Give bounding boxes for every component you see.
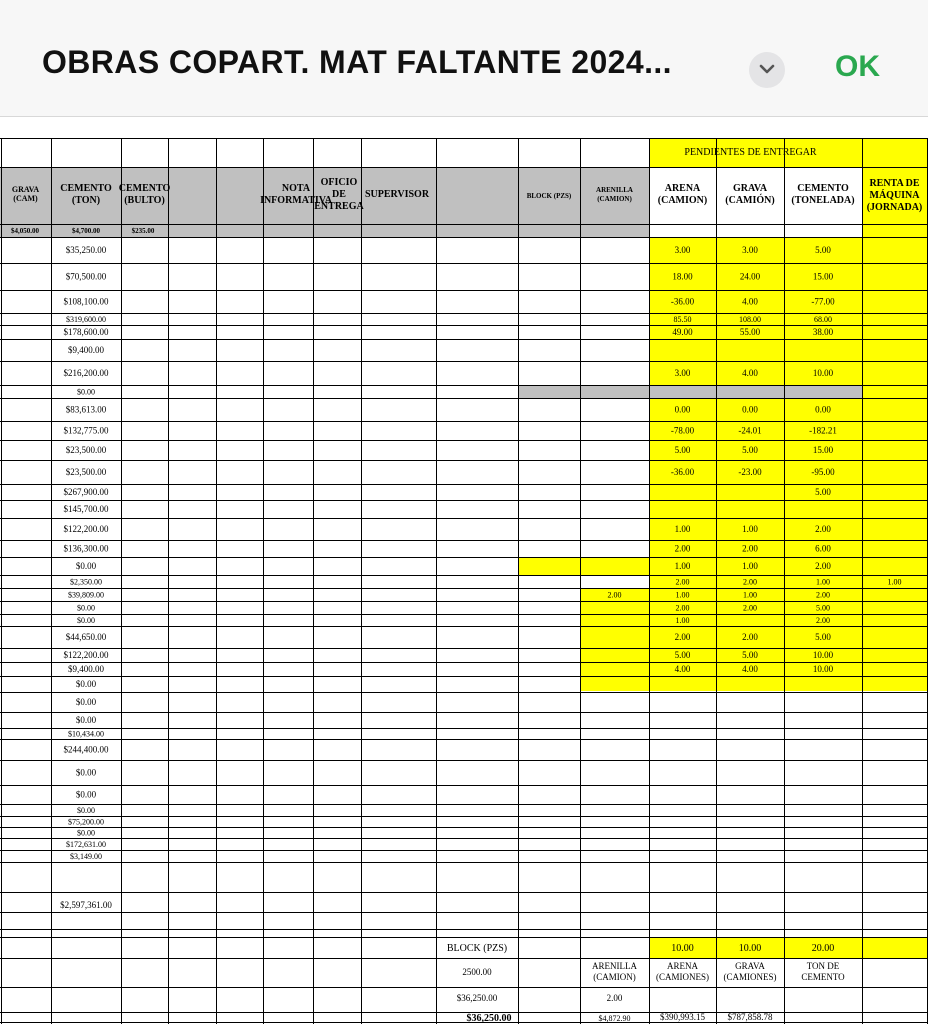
cemento-value: 2.00 [815, 524, 831, 534]
arena-value: 49.00 [672, 327, 693, 337]
column-header: CEMENTO (TON) [60, 183, 112, 206]
summary-value: $4,872.90 [598, 1014, 631, 1023]
grava-value: 4.00 [742, 296, 758, 307]
cemento-value: -77.00 [811, 296, 835, 307]
cemento-value: 5.00 [816, 603, 830, 613]
spreadsheet-grid [0, 126, 928, 1024]
row-gray-fill [649, 385, 862, 398]
arena-value: 1.00 [674, 524, 691, 534]
cemento-ton-value: $44,650.00 [65, 632, 107, 642]
pending-title: PENDIENTES DE ENTREGAR [684, 147, 817, 158]
column-header: ARENA (CAMION) [657, 183, 708, 206]
cemento-ton-value: $0.00 [77, 603, 95, 613]
cemento-ton-value: $0.00 [75, 715, 97, 725]
cemento-ton-value: $0.00 [77, 828, 95, 838]
cemento-ton-value: $70,500.00 [65, 271, 107, 282]
summary-value: $787,858.78 [727, 1012, 773, 1022]
cemento-ton-value: $39,809.00 [68, 590, 104, 600]
cemento-value: 10.00 [812, 664, 834, 674]
cemento-value: 10.00 [812, 368, 834, 378]
cemento-ton-value: $35,250.00 [65, 245, 107, 255]
cemento-ton-value: $0.00 [77, 387, 95, 397]
cemento-value: 1.00 [816, 577, 830, 587]
arena-value: 2.00 [674, 632, 691, 642]
cemento-value: 2.00 [815, 561, 831, 571]
summary-value: 2.00 [606, 993, 623, 1003]
summary-label: BLOCK (PZS) [446, 943, 508, 954]
cemento-value: 5.00 [815, 245, 831, 255]
arena-value: 1.00 [675, 616, 690, 625]
grava-value: 2.00 [743, 603, 757, 613]
summary-value: $36,250.00 [456, 993, 498, 1003]
grava-value: 2.00 [742, 543, 758, 554]
arena-value: 1.00 [674, 561, 691, 571]
cemento-value: -95.00 [811, 467, 835, 477]
cemento-ton-value: $75,200.00 [68, 817, 104, 827]
cemento-ton-value: $23,500.00 [65, 445, 107, 455]
arena-value: 2.00 [674, 543, 691, 554]
cemento-ton-value: $0.00 [75, 561, 97, 571]
grava-value: 4.00 [742, 368, 758, 378]
arena-value: 2.00 [675, 603, 690, 613]
cemento-ton-value: $122,200.00 [63, 650, 109, 660]
column-header: NOTA INFORMATIVA [260, 183, 332, 206]
arena-value: 2.00 [675, 577, 690, 587]
arena-value: -78.00 [670, 425, 695, 436]
cemento-ton-value: $132,775.00 [63, 425, 109, 436]
cemento-value: 5.00 [815, 632, 831, 642]
cemento-value: 10.00 [812, 650, 834, 660]
summary-label: ARENILLA (CAMION) [592, 961, 637, 982]
arena-value: 1.00 [675, 590, 690, 600]
grava-value: 0.00 [742, 404, 758, 415]
cemento-ton-value: $319,600.00 [66, 315, 106, 324]
cell-fills [0, 138, 928, 958]
cemento-ton-value: $0.00 [75, 679, 97, 689]
cemento-ton-value: $108,100.00 [63, 296, 109, 307]
grava-value: 5.00 [742, 445, 758, 455]
column-header: RENTA DE MÁQUINA (JORNADA) [866, 178, 923, 213]
grava-value: 1.00 [742, 524, 758, 534]
cemento-ton-value: $0.00 [77, 806, 95, 815]
cemento-value: -182.21 [809, 425, 837, 436]
ok-button[interactable]: OK [835, 50, 880, 83]
cemento-value: 15.00 [812, 271, 834, 282]
cemento-ton-value: $0.00 [75, 789, 97, 800]
arena-value: -36.00 [670, 296, 695, 307]
summary-highlight-fill [863, 938, 927, 958]
cemento-value: 2.00 [816, 616, 830, 625]
arena-value: 4.00 [674, 664, 691, 674]
cemento-value: 68.00 [814, 315, 832, 324]
arena-value: 3.00 [674, 245, 691, 255]
arena-value: -36.00 [670, 467, 695, 477]
arenilla-highlight-fill [580, 588, 649, 691]
grava-value: 1.00 [742, 561, 758, 571]
arenilla-value: 2.00 [607, 590, 622, 600]
column-header: GRAVA (CAM) [11, 185, 40, 203]
arena-value: 0.00 [674, 404, 691, 415]
unit-price: $4,700.00 [72, 227, 100, 235]
cemento-value: 0.00 [815, 404, 831, 415]
column-header: CEMENTO (TONELADA) [791, 183, 855, 206]
chevron-down-icon [759, 64, 775, 75]
title-bar [0, 0, 928, 117]
grava-value: 108.00 [739, 315, 761, 324]
grava-value: -24.01 [738, 425, 762, 436]
cemento-value: 6.00 [815, 543, 831, 554]
cemento-value: 5.00 [815, 487, 831, 497]
arena-value: 85.50 [673, 315, 692, 324]
grava-value: 24.00 [739, 271, 761, 282]
cemento-ton-value: $3,149.00 [70, 852, 102, 861]
grava-value: -23.00 [738, 467, 762, 477]
cemento-ton-value: $23,500.00 [65, 467, 107, 477]
arena-value: 5.00 [674, 650, 691, 660]
arena-value: 18.00 [672, 271, 693, 282]
column-header: OFICIO DE ENTREGA [314, 177, 364, 212]
cemento-ton-value: $9,400.00 [68, 345, 104, 355]
grava-value: 5.00 [742, 650, 758, 660]
summary-total: $36,250.00 [466, 1013, 512, 1024]
summary-label: ARENA (CAMIONES) [656, 961, 709, 982]
grava-value: 1.00 [743, 590, 757, 600]
spreadsheet-view[interactable] [0, 126, 928, 1024]
cemento-ton-value: $145,700.00 [63, 504, 109, 514]
column-header: ARENILLA (CAMION) [596, 186, 633, 203]
row-gray-fill [518, 385, 649, 398]
grava-value: 4.00 [742, 664, 758, 674]
cemento-ton-value: $216,200.00 [63, 368, 109, 378]
cemento-ton-value: $267,900.00 [63, 487, 109, 497]
cemento-ton-value: $178,600.00 [63, 327, 109, 337]
column-header: SUPERVISOR [364, 189, 430, 200]
grava-value: 2.00 [743, 577, 757, 587]
block-highlight-fill [518, 557, 649, 575]
summary-value: 10.00 [738, 943, 762, 954]
summary-value: 10.00 [671, 943, 694, 954]
summary-label: TON DE CEMENTO [801, 961, 845, 982]
arena-value: 5.00 [674, 445, 691, 455]
cemento-ton-value: $244,400.00 [63, 744, 109, 755]
column-header: GRAVA (CAMIÓN) [725, 183, 775, 206]
summary-label: GRAVA (CAMIONES) [723, 961, 777, 982]
cemento-value: 2.00 [816, 590, 830, 600]
title-menu-button[interactable] [749, 52, 785, 88]
grand-total: $2,597,361.00 [60, 900, 112, 910]
unit-price: $235.00 [131, 227, 155, 235]
unit-price: $4,050.00 [11, 227, 39, 235]
cemento-ton-value: $122,200.00 [63, 524, 109, 534]
summary-value: 2500.00 [462, 967, 492, 977]
grava-value: 2.00 [742, 632, 758, 642]
renta-value: 1.00 [887, 577, 902, 587]
cemento-ton-value: $10,434.00 [68, 729, 104, 739]
cemento-value: 15.00 [812, 445, 834, 455]
cemento-ton-value: $0.00 [77, 616, 95, 625]
cemento-value: 38.00 [812, 327, 834, 337]
cemento-ton-value: $136,300.00 [63, 543, 109, 554]
column-header: BLOCK (PZS) [526, 192, 572, 200]
cemento-ton-value: $0.00 [75, 767, 97, 778]
cemento-ton-value: $2,350.00 [70, 577, 102, 587]
grava-value: 3.00 [742, 245, 758, 255]
cemento-ton-value: $83,613.00 [65, 404, 107, 415]
arena-value: 3.00 [674, 368, 691, 378]
summary-value: $390,993.15 [660, 1012, 705, 1022]
column-header: CEMENTO (BULTO) [118, 183, 171, 206]
grava-value: 55.00 [739, 327, 761, 337]
cemento-ton-value: $0.00 [75, 697, 97, 707]
cemento-ton-value: $9,400.00 [68, 664, 104, 674]
cemento-ton-value: $172,631.00 [66, 840, 106, 849]
document-title: OBRAS COPART. MAT FALTANTE 2024... [42, 44, 672, 80]
summary-value: 20.00 [811, 943, 835, 954]
